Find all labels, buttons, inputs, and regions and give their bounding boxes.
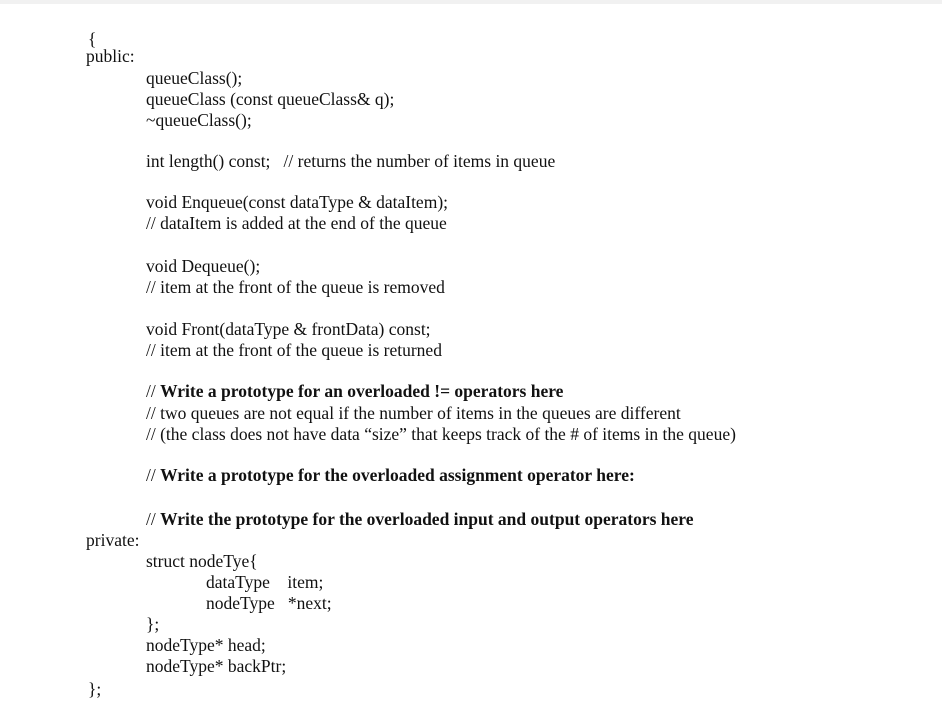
class-open-brace: { [88,29,97,49]
neq-operator-instruction [146,380,563,402]
instruction-text: Write a prototype for the overloaded assignment operator here: [160,465,635,485]
enqueue-declaration: void Enqueue(const dataType & dataItem); [146,192,449,212]
public-label: public: [86,46,135,66]
comment-prefix: // [146,465,161,485]
default-constructor: queueClass(); [146,68,243,88]
struct-member-item: dataType item; [206,572,324,592]
enqueue-comment: // dataItem is added at the end of the queue [146,213,447,233]
struct-open: struct nodeTye{ [146,551,258,571]
copy-constructor: queueClass (const queueClass& q); [146,89,395,109]
neq-note-line-1: // two queues are not equal if the number of items in the queues are different [146,403,681,423]
neq-note-line-2: // (the class does not have data “size” that keeps track of the # of items in the queue) [146,424,736,444]
dequeue-declaration: void Dequeue(); [146,256,261,276]
instruction-text: Write the prototype for the overloaded input and output operators here [160,509,694,529]
comment-prefix: // [146,509,161,529]
class-close-brace: }; [88,679,102,699]
comment-prefix: // [146,381,161,401]
front-declaration: void Front(dataType & frontData) const; [146,319,431,339]
io-operators-instruction [146,508,694,530]
assignment-operator-instruction [146,464,635,486]
back-pointer-declaration: nodeType* backPtr; [146,656,287,676]
struct-member-next: nodeType *next; [206,593,332,613]
length-declaration: int length() const; // returns the number of items in queue [146,151,556,171]
instruction-text: Write a prototype for an overloaded != operators here [160,381,564,401]
destructor: ~queueClass(); [146,110,252,130]
dequeue-comment: // item at the front of the queue is removed [146,277,445,297]
private-label: private: [86,530,140,550]
front-comment: // item at the front of the queue is returned [146,340,442,360]
head-pointer-declaration: nodeType* head; [146,635,266,655]
struct-close: }; [146,614,160,634]
